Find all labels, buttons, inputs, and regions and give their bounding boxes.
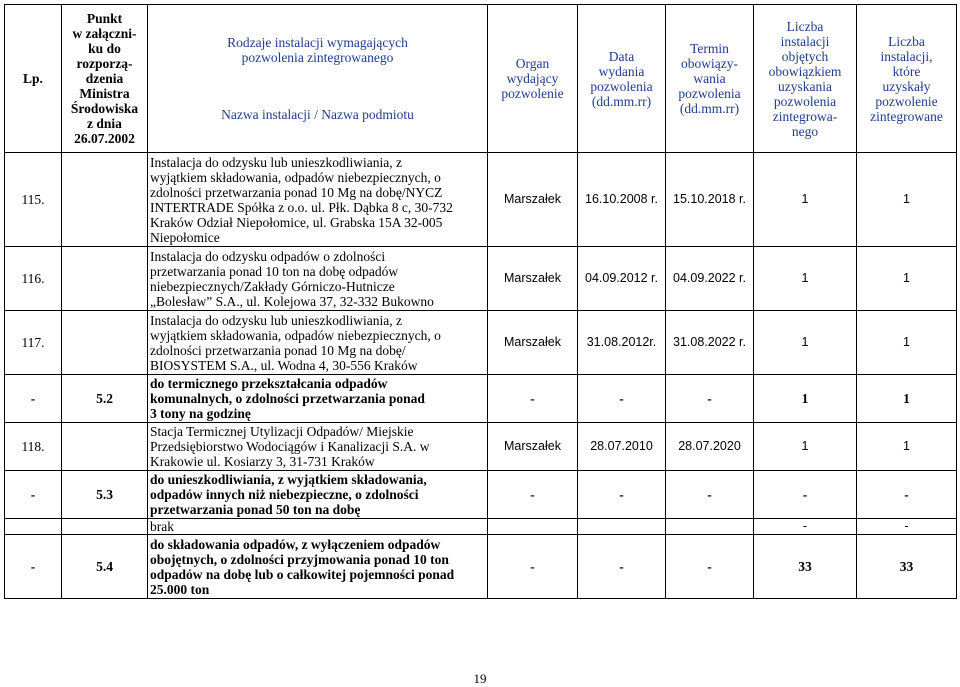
row-liczba-objetych: - — [754, 519, 857, 535]
row-liczba-objetych: 1 — [754, 153, 857, 247]
header-line: które — [892, 63, 921, 79]
row-name-line: do składowania odpadów, z wyłączeniem odpadów — [150, 536, 441, 552]
table-row — [5, 311, 957, 375]
table-body — [5, 153, 957, 599]
header-line: pozwolenie — [875, 93, 938, 109]
header-line: obowiązkiem — [768, 63, 842, 79]
row-termin — [666, 519, 754, 535]
header-termin — [666, 5, 754, 153]
row-liczba-uzyskaly: 1 — [857, 375, 957, 423]
row-name-line: 3 tony na godzinę — [150, 406, 251, 421]
row-lp: - — [5, 535, 62, 599]
header-line: Data — [608, 48, 635, 64]
header-line: instalacji — [780, 33, 830, 49]
row-liczba-uzyskaly: 1 — [857, 153, 957, 247]
row-termin: 31.08.2022 r. — [666, 311, 754, 375]
row-name-line: obojętnych, o zdolności przyjmowania ponad 10 ton — [150, 551, 449, 567]
row-lp: 118. — [5, 423, 62, 471]
table-row — [5, 423, 957, 471]
table-row — [5, 247, 957, 311]
row-name-line: przetwarzania ponad 10 ton na dobę odpadów — [150, 263, 399, 279]
row-name-line: przetwarzania ponad 50 ton na dobę — [150, 502, 361, 517]
row-organ — [488, 519, 578, 535]
header-line: w załączni- — [72, 26, 137, 41]
row-data: 16.10.2008 r. — [578, 153, 666, 247]
row-name — [148, 311, 488, 375]
row-name-line: zdolności przetwarzania ponad 10 Mg na dobę/NYCZ — [150, 184, 443, 200]
row-punkt — [62, 311, 148, 375]
header-line: wania — [693, 71, 726, 86]
header-line: pozwolenia — [590, 78, 653, 94]
row-name-line: do unieszkodliwiania, z wyjątkiem składowania, — [150, 472, 427, 487]
row-name-line: Stacja Termicznej Utylizacji Odpadów/ Miejskie — [150, 424, 414, 439]
header-data — [578, 5, 666, 153]
row-organ: Marszałek — [488, 153, 578, 247]
header-line: pozwolenia zintegrowanego — [241, 50, 394, 65]
row-punkt — [62, 423, 148, 471]
row-liczba-uzyskaly: 1 — [857, 311, 957, 375]
row-termin: 28.07.2020 — [666, 423, 754, 471]
row-termin: 04.09.2022 r. — [666, 247, 754, 311]
row-name-line: Instalacja do odzysku lub unieszkodliwiania, z — [150, 154, 402, 170]
header-line: (dd.mm.rr) — [679, 101, 740, 116]
header-lp: Lp. — [5, 5, 62, 153]
header-line: uzyskały — [882, 78, 931, 94]
table-row — [5, 153, 957, 247]
row-liczba-uzyskaly: - — [857, 471, 957, 519]
row-organ: - — [488, 375, 578, 423]
row-name — [148, 423, 488, 471]
table-row — [5, 375, 957, 423]
header-line: nego — [791, 123, 819, 139]
row-punkt — [62, 153, 148, 247]
header-line: zintegrowane — [870, 108, 943, 124]
page-number: 19 — [473, 671, 487, 686]
row-name — [148, 519, 488, 535]
row-lp: - — [5, 375, 62, 423]
header-nazwa: Rodzaje instalacji wymagających pozwolenia zintegrowanego Nazwa instalacji / Nazwa podmiotu — [148, 5, 488, 153]
permits-table — [4, 4, 957, 599]
header-line: Liczba — [888, 33, 925, 49]
row-liczba-objetych: - — [754, 471, 857, 519]
row-punkt: 5.4 — [62, 535, 148, 599]
row-data: - — [578, 535, 666, 599]
row-punkt: 5.2 — [62, 375, 148, 423]
row-name-line: 25.000 ton — [150, 581, 210, 597]
header-line: z dnia — [87, 116, 122, 131]
row-name-line: odpadów innych niż niebezpieczne, o zdolności — [150, 487, 419, 502]
row-termin: 15.10.2018 r. — [666, 153, 754, 247]
row-liczba-uzyskaly: - — [857, 519, 957, 535]
row-punkt: 5.3 — [62, 471, 148, 519]
row-organ: - — [488, 535, 578, 599]
row-liczba-uzyskaly: 1 — [857, 423, 957, 471]
table-row — [5, 471, 957, 519]
header-line: Środowiska — [70, 101, 139, 116]
row-name-line: „Bolesław” S.A., ul. Kolejowa 37, 32-332 Bukowno — [150, 293, 434, 309]
header-line: (dd.mm.rr) — [591, 93, 652, 109]
row-liczba-uzyskaly: 33 — [857, 535, 957, 599]
row-lp: 117. — [5, 311, 62, 375]
header-liczba-uzyskaly — [857, 5, 957, 153]
row-liczba-objetych: 1 — [754, 311, 857, 375]
row-data: 31.08.2012r. — [578, 311, 666, 375]
row-liczba-objetych: 1 — [754, 375, 857, 423]
row-punkt — [62, 247, 148, 311]
row-name-line: INTERTRADE Spółka z o.o. ul. Płk. Dąbka 8 c, 30-732 — [150, 199, 453, 215]
header-line: Termin — [690, 41, 729, 56]
header-line: ku do — [88, 41, 121, 56]
header-punkt — [62, 5, 148, 153]
row-liczba-objetych: 1 — [754, 247, 857, 311]
header-line: instalacji, — [880, 48, 933, 64]
row-name-line: brak — [150, 519, 174, 534]
row-data — [578, 519, 666, 535]
row-name-line: zdolności przetwarzania ponad 10 Mg na dobę/ — [150, 342, 406, 358]
row-name-line: Instalacja do odzysku lub unieszkodliwiania, z — [150, 312, 402, 328]
row-punkt — [62, 519, 148, 535]
row-lp: - — [5, 471, 62, 519]
row-termin: - — [666, 471, 754, 519]
row-name-line: do termicznego przekształcania odpadów — [150, 376, 388, 391]
row-name — [148, 535, 488, 599]
row-termin: - — [666, 535, 754, 599]
row-name-line: Niepołomice — [150, 229, 220, 245]
table-row — [5, 519, 957, 535]
header-line: wydający — [506, 71, 559, 86]
row-termin: - — [666, 375, 754, 423]
row-lp: 115. — [5, 153, 62, 247]
row-name-line: BIOSYSTEM S.A., ul. Wodna 4, 30-556 Kraków — [150, 357, 418, 373]
row-organ: Marszałek — [488, 247, 578, 311]
header-liczba-objetych — [754, 5, 857, 153]
header-line: uzyskania — [778, 78, 832, 94]
row-name — [148, 375, 488, 423]
header-organ — [488, 5, 578, 153]
header-line: Rodzaje instalacji wymagających — [227, 35, 408, 50]
row-data: - — [578, 375, 666, 423]
header-line: pozwolenie — [501, 86, 564, 101]
row-organ: Marszałek — [488, 423, 578, 471]
row-name-line: wyjątkiem składowania, odpadów niebezpiecznych, o — [150, 327, 441, 343]
row-liczba-objetych: 1 — [754, 423, 857, 471]
row-data: - — [578, 471, 666, 519]
header-line: 26.07.2002 — [74, 131, 135, 146]
row-name — [148, 471, 488, 519]
row-name-line: komunalnych, o zdolności przetwarzania ponad — [150, 391, 425, 406]
row-organ: - — [488, 471, 578, 519]
header-line: Punkt — [86, 11, 123, 26]
header-line: objętych — [781, 48, 829, 64]
header-line: wydania — [598, 63, 645, 79]
header-line: pozwolenia — [678, 86, 741, 101]
header-line: Organ — [515, 56, 550, 71]
table-row — [5, 535, 957, 599]
row-name-line: Przedsiębiorstwo Wodociągów i Kanalizacji S.A. w — [150, 439, 430, 454]
row-lp: 116. — [5, 247, 62, 311]
row-name-line: Instalacja do odzysku odpadów o zdolności — [150, 248, 386, 264]
header-line: Liczba — [786, 18, 824, 34]
header-line: zintegrowa- — [772, 108, 838, 124]
row-organ: Marszałek — [488, 311, 578, 375]
header-line: pozwolenia — [773, 93, 837, 109]
row-liczba-uzyskaly: 1 — [857, 247, 957, 311]
header-line: rozporzą- — [76, 56, 133, 71]
row-name-line: niebezpiecznych/Zakłady Górniczo-Hutnicze — [150, 278, 395, 294]
row-name-line: odpadów na dobę lub o całkowitej pojemności ponad — [150, 566, 455, 582]
row-name-line: wyjątkiem składowania, odpadów niebezpiecznych, o — [150, 169, 441, 185]
row-name — [148, 153, 488, 247]
row-lp — [5, 519, 62, 535]
row-data: 04.09.2012 r. — [578, 247, 666, 311]
row-name-line: Krakowie ul. Kosiarzy 3, 31-731 Kraków — [150, 454, 375, 469]
row-data: 28.07.2010 — [578, 423, 666, 471]
row-liczba-objetych: 33 — [754, 535, 857, 599]
header-line: dzenia — [85, 71, 124, 86]
row-name — [148, 247, 488, 311]
row-name-line: Kraków Odział Niepołomice, ul. Grabska 15A 32-005 — [150, 214, 443, 230]
header-line: Ministra — [79, 86, 130, 101]
header-line: obowiązy- — [681, 56, 738, 71]
